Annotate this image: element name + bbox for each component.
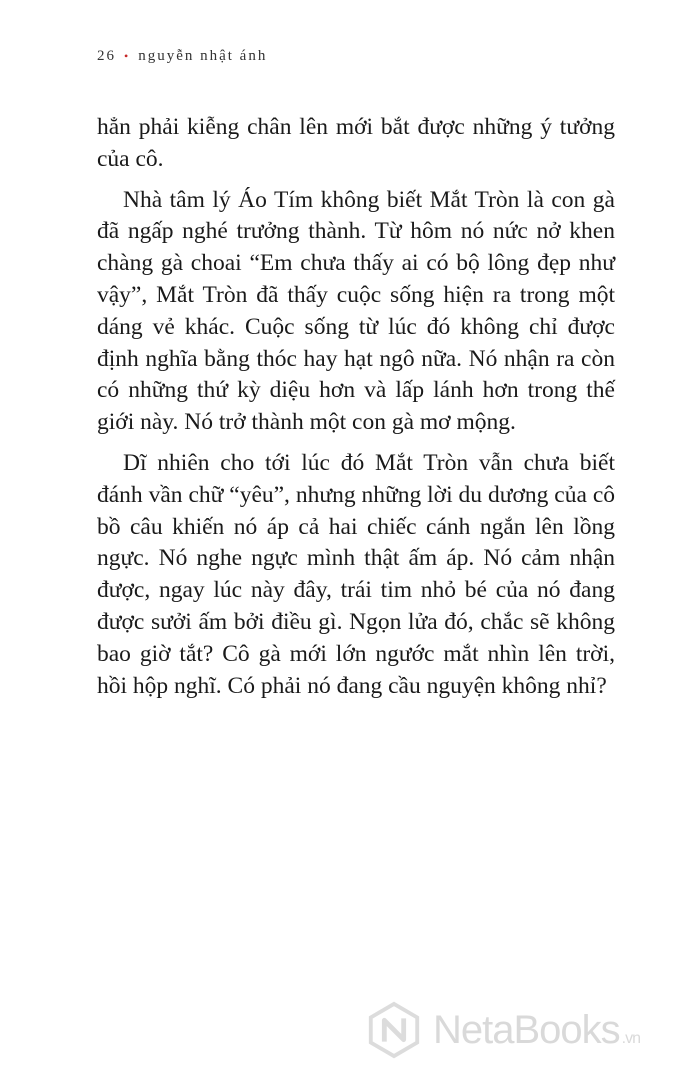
paragraph-3: Dĩ nhiên cho tới lúc đó Mắt Tròn vẫn chưa biết đánh vần chữ “yêu”, nhưng những lời du dương của cô bồ câu khiến nó áp cả hai chiếc cánh ngắn lên lồng ngực. Nó nghe ngực mình thật ấm áp. Nó cảm nhận được, ngay lúc này đây, trái tim nhỏ bé của nó đang được sưởi ấm bởi điều gì. Ngọn lửa đó, chắc sẽ không bao giờ tắt? Cô gà mới lớn ngước mắt nhìn lên trời, hồi hộp nghĩ. Có phải nó đang cầu nguyện không nhỉ?	[97, 449, 615, 699]
body-text	[97, 112, 615, 702]
netabooks-watermark	[365, 1000, 640, 1060]
paragraph-1: hẳn phải kiễng chân lên mới bắt được những ý tưởng của cô.	[97, 114, 615, 172]
watermark-suffix: .vn	[621, 1030, 641, 1047]
page-number: 26	[97, 48, 116, 64]
author-name: nguyễn nhật ánh	[138, 48, 268, 64]
header-separator-dot: •	[124, 49, 131, 63]
netabooks-logo-icon	[365, 1001, 423, 1059]
running-header	[97, 48, 267, 65]
watermark-brand: NetaBooks	[433, 1007, 620, 1052]
paragraph-2: Nhà tâm lý Áo Tím không biết Mắt Tròn là con gà đã ngấp nghé trưởng thành. Từ hôm nó nức nở khen chàng gà choai “Em chưa thấy ai có bộ lông đẹp như vậy”, Mắt Tròn đã thấy cuộc sống hiện ra trong một dáng vẻ khác. Cuộc sống từ lúc đó không chỉ được định nghĩa bằng thóc hay hạt ngô nữa. Nó nhận ra còn có những thứ kỳ diệu hơn và lấp lánh hơn trong thế giới này. Nó trở thành một con gà mơ mộng.	[97, 186, 615, 436]
